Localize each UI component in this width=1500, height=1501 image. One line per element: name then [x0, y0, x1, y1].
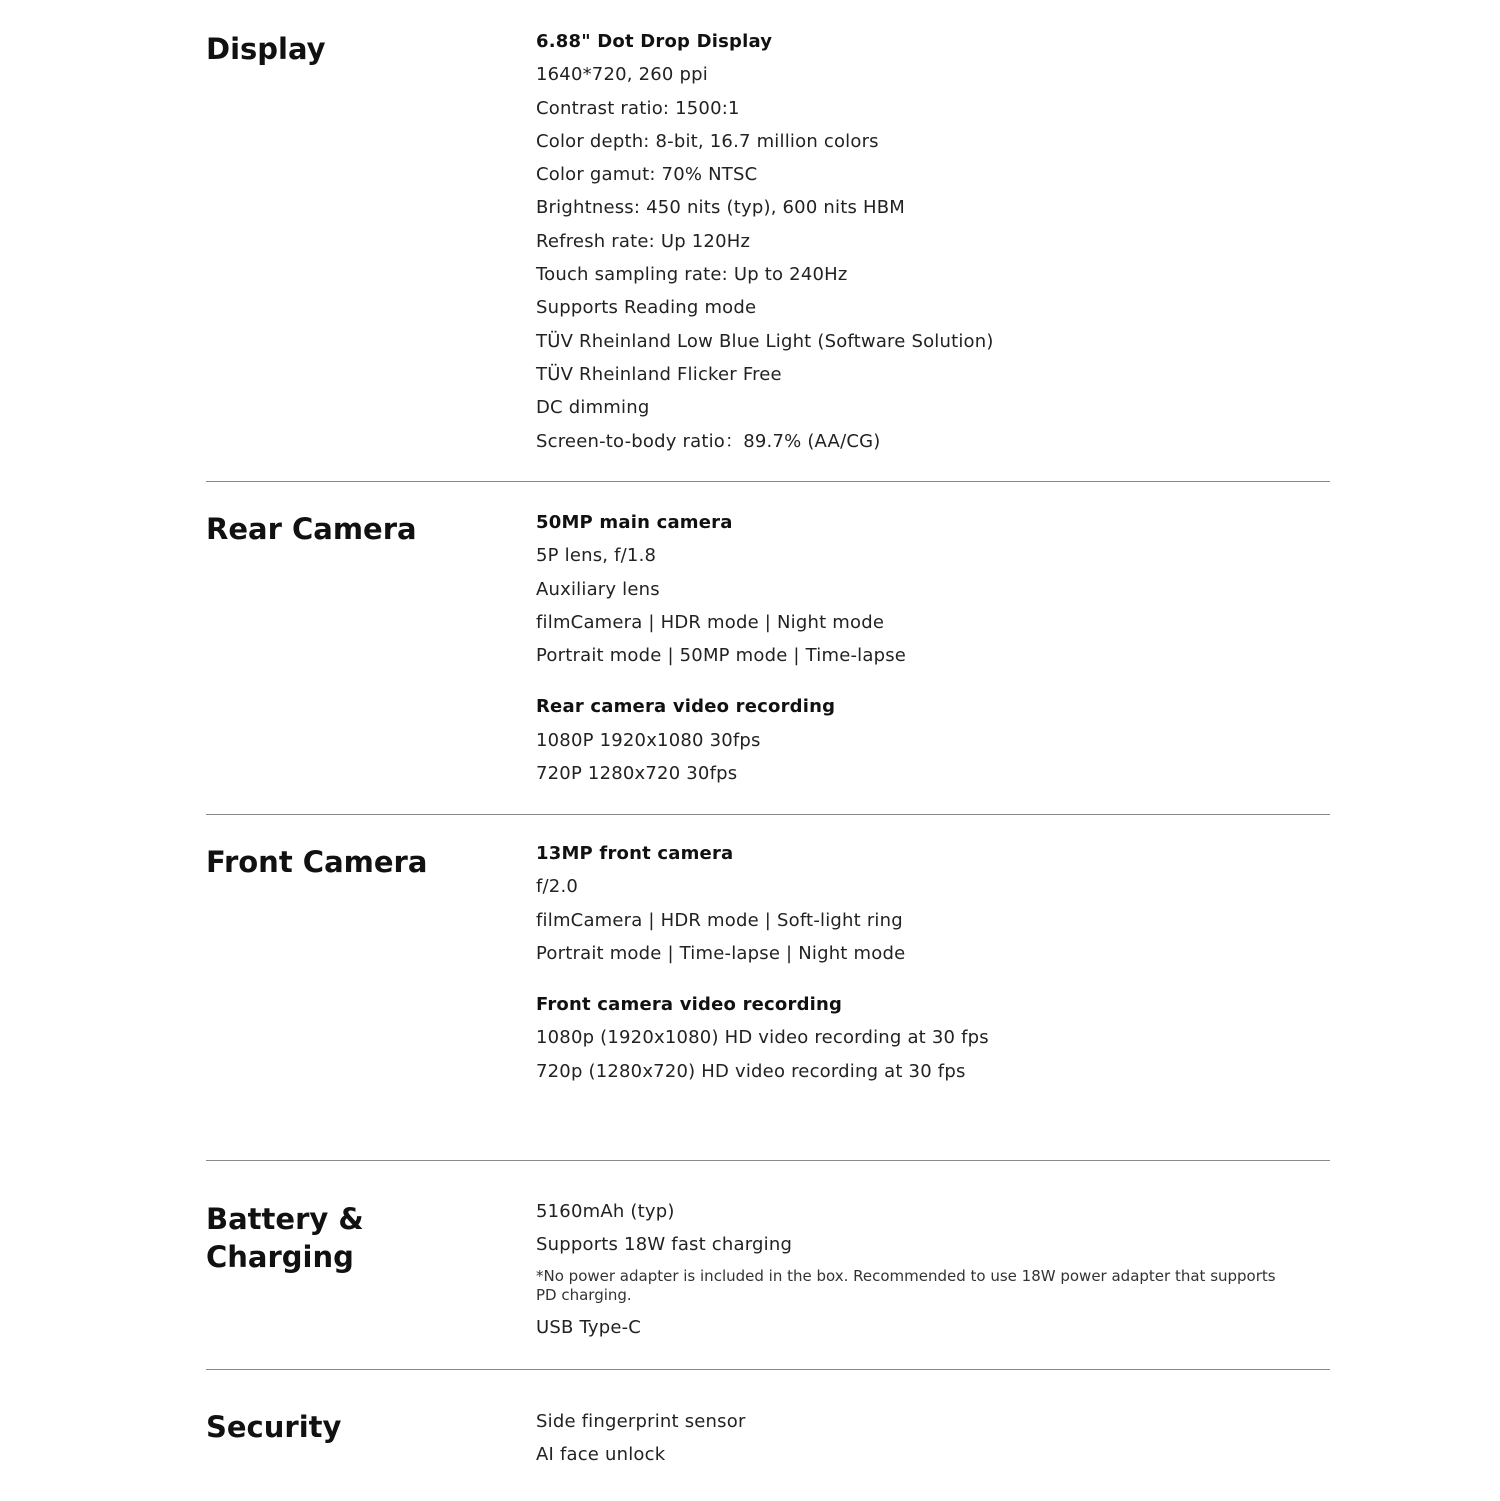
security-specs: [536, 1405, 1296, 1472]
section-title-line: Charging: [206, 1240, 354, 1274]
battery-specs: [536, 1195, 1296, 1344]
spec-line: Portrait mode | Time-lapse | Night mode: [536, 942, 906, 964]
section-title-front-camera: Front Camera: [206, 845, 428, 879]
section-divider: [206, 1369, 1330, 1370]
spec-line: 1640*720, 260 ppi: [536, 64, 708, 86]
spec-line: Brightness: 450 nits (typ), 600 nits HBM: [536, 197, 905, 219]
section-title-line: Battery &: [206, 1202, 364, 1236]
spec-line: filmCamera | HDR mode | Night mode: [536, 611, 885, 633]
spec-line: Refresh rate: Up 120Hz: [536, 230, 751, 252]
charging-footnote: *No power adapter is included in the box. Recommended to use 18W power adapter that supports PD charging.: [536, 1266, 1276, 1304]
spec-line: Supports 18W fast charging: [536, 1234, 793, 1256]
section-title-rear-camera: Rear Camera: [206, 512, 417, 546]
spec-line: USB Type-C: [536, 1316, 642, 1338]
spec-line: f/2.0: [536, 876, 579, 898]
section-divider: [206, 1160, 1330, 1161]
spec-line: Touch sampling rate: Up to 240Hz: [536, 264, 848, 286]
spec-line: filmCamera | HDR mode | Soft-light ring: [536, 909, 903, 931]
spec-line: TÜV Rheinland Flicker Free: [536, 363, 782, 385]
spec-line: TÜV Rheinland Low Blue Light (Software Solution): [536, 330, 994, 352]
spec-line: 5P lens, f/1.8: [536, 545, 657, 567]
spec-headline: 50MP main camera: [536, 512, 733, 533]
spec-headline: 13MP front camera: [536, 843, 734, 864]
spec-line: AI face unlock: [536, 1444, 666, 1466]
spec-line: Auxiliary lens: [536, 578, 660, 600]
spec-line: Portrait mode | 50MP mode | Time-lapse: [536, 645, 907, 667]
spec-line: Screen-to-body ratio：89.7% (AA/CG): [536, 430, 881, 452]
section-title-battery-charging: [206, 1200, 506, 1276]
front-camera-specs: [536, 837, 1296, 1088]
spec-line: Contrast ratio: 1500:1: [536, 97, 740, 119]
spec-line: Side fingerprint sensor: [536, 1411, 746, 1432]
spec-subheadline: Rear camera video recording: [536, 696, 836, 718]
spec-line: 1080P 1920x1080 30fps: [536, 729, 761, 751]
rear-camera-specs: [536, 506, 1296, 790]
spec-line: DC dimming: [536, 397, 650, 419]
spec-line: 720P 1280x720 30fps: [536, 763, 738, 785]
section-title-security: Security: [206, 1410, 342, 1444]
spec-line: 5160mAh (typ): [536, 1201, 675, 1222]
spec-subheadline: Front camera video recording: [536, 994, 843, 1016]
section-divider: [206, 814, 1330, 815]
section-title-display: Display: [206, 32, 326, 66]
spec-headline: 6.88" Dot Drop Display: [536, 31, 773, 52]
spec-line: Color gamut: 70% NTSC: [536, 164, 758, 186]
section-divider: [206, 481, 1330, 482]
spec-line: Supports Reading mode: [536, 297, 757, 319]
spec-line: Color depth: 8-bit, 16.7 million colors: [536, 130, 879, 152]
spec-line: 1080p (1920x1080) HD video recording at 30 fps: [536, 1027, 989, 1049]
display-specs: [536, 25, 1296, 458]
spec-line: 720p (1280x720) HD video recording at 30 fps: [536, 1060, 966, 1082]
